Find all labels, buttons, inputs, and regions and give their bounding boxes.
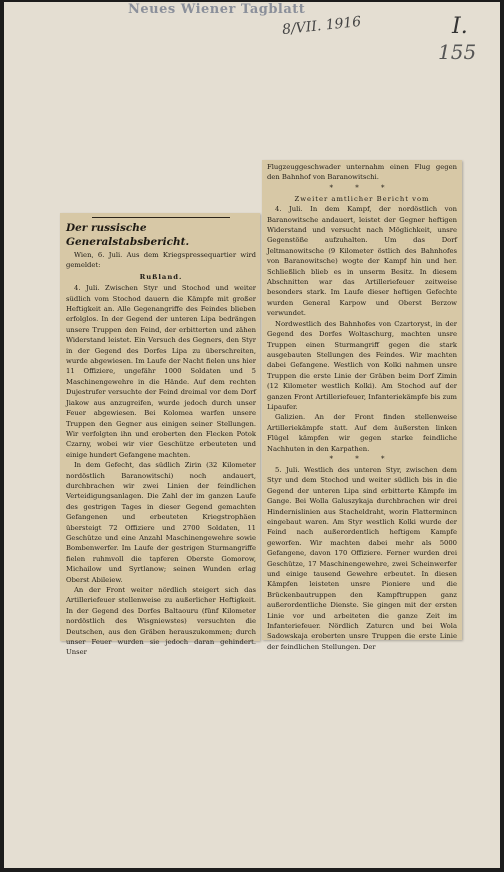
handwritten-date: 8/VII. 1916 bbox=[281, 13, 362, 39]
separator-stars: * * * bbox=[329, 183, 395, 192]
dateline: Wien, 6. Juli. Aus dem Kriegspressequartier wird gemeldet: bbox=[66, 251, 256, 270]
left-clipping bbox=[60, 213, 260, 657]
handwritten-sheet-numeral: I. bbox=[452, 14, 468, 39]
second-report-title: Zweiter amtlicher Bericht vom bbox=[294, 194, 430, 203]
article-headline: Der russische Generalstabsbericht. bbox=[66, 222, 190, 248]
right-final-paragraph: 5. Juli. Westlich des unteren Styr, zwischen dem Styr und dem Stochod und weiter südlich bis in die Gegend der unteren Lipa sind erbitterte Kämpfe im Gange. Bei Wolla Galuszykaja durchbrachen wir drei Hindernislinien aus Stacheldraht, worin Flattermincn eingebaut waren. Am Styr westlich Kolki wurde der Feind nach außerordentlich heftigem Kampfe geworfen. Wir machten dabei mehr als 5000 Gefangene, davon 170 Offiziere. Ferner wurden drei Geschütze, 17 Maschinengewehre, zwei Scheinwerfer und einige tausend Gewehre erbeutet. In diesen Kämpfen leisteten unsre Pioniere und die Brückenbautruppen den Kampftruppen ganz außerordentliche Dienste. Sie gingen mit der ersten Linie vor und arbeiteten die ganze Zeit im Infanteriefeuer. Nördlich Zaturcn und bei Wola Sadowskaja eroberten unsre Truppen die erste Linie der feindlichen Stellungen. Der bbox=[267, 465, 457, 651]
separator-stars-2: * * * bbox=[329, 454, 395, 463]
continuation-text: Flugzeuggeschwader unternahm einen Flug gegen den Bahnhof von Baranowitschi. bbox=[267, 163, 457, 182]
right-paragraph-1: 4. Juli. In dem Kampf, der nordöstlich von Baranowitsche andauert, leistet der Gegner heftigen Widerstand und versucht nach Möglichkeit, unsre Gegenstöße aufzuhalten. Um das Dorf Jeltmanowitsche (9 Kilometer östlich des Bahnhofes von Baranowitsche) wogte der Kampf hin und her. Schließlich blieb es in unserm Besitz. In diesem Abschnitten war das Artilleriefeuer zeitweise besonders stark. Im Laufe dieser heftigen Gefechte wurden General Karpow und Oberst Berzow verwundet. bbox=[267, 205, 457, 318]
right-paragraph-3: Galizien. An der Front finden stellenweise Artilleriekämpfe statt. Auf dem äußersten linken Flügel kämpfen wir gegen starke feindliche Nachhuten in den Karpathen. bbox=[267, 413, 457, 453]
top-rule bbox=[92, 217, 230, 218]
left-paragraph-2: In dem Gefecht, das südlich Zirin (32 Kilometer nordöstlich Baranowitschi) noch andauert, durchbrachen wir zwei Linien der feindlichen Verteidigungsanlagen. Die Zahl der im ganzen Laufe des gestrigen Tages in dieser Gegend gemachten Gefangenen und erbeuteten Kriegstrophäen übersteigt 72 Offiziere und 2700 Soldaten, 11 Geschütze und eine Anzahl Maschinengewehre sowie Bombenwerfer. Im Laufe der gestrigen Sturmangriffe fielen ruhmvoll die tapferen Oberste Gomorow, Michailow und Syrtlanow; seinen Wunden erlag Oberst Abileiew. bbox=[66, 461, 256, 584]
section-heading: Rußland. bbox=[139, 272, 183, 281]
right-clipping bbox=[262, 160, 462, 651]
newspaper-name-stamp: Neues Wiener Tagblatt bbox=[128, 2, 306, 17]
left-paragraph-3: An der Front weiter nördlich steigert sich das Artilleriefeuer stellenweise zu außerlicher Heftigkeit. In der Gegend des Dorfes Baltaouru (fünf Kilometer nordöstlich des Wisgniewstes) versuchten die Deutschen, aus den Gräben herauszukommen; durch unser Feuer wurden sie jedoch daran gehindert. Unser bbox=[66, 586, 256, 657]
handwritten-page-number: 155 bbox=[438, 40, 477, 64]
right-paragraph-2: Nordwestlich des Bahnhofes von Czartoryst, in der Gegend des Dorfes Woltaschurg, machten unsre Truppen einen Sturmangriff gegen die stark ausgebauten Stellungen des Feindes. Wir machten dabei Gefangene. Westlich von Kolki nahmen unsre Truppen die erste Linie der Gräben beim Dorf Zimin (12 Kilometer westlich Kolki). Am Stochod auf der ganzen Front Artilleriefeuer, Infanteriekämpfe bis zum Lipaufer. bbox=[267, 319, 457, 411]
left-paragraph-1: 4. Juli. Zwischen Styr und Stochod und weiter südlich vom Stochod dauern die Kämpfe mit großer Heftigkeit an. Alle Gegenangriffe des Feindes blieben erfolglos. In der Gegend der unteren Lipa bedrängen unsere Truppen den Feind, der erbitterten und zähen Widerstand leistet. Ein Versuch des Gegners, den Styr in der Gegend des Dorfes Lipa zu überschreiten, wurde abgewiesen. Im Laufe der Nacht fielen uns hier 11 Offiziere, ungefähr 1000 Soldaten und 5 Maschinengewehre in die Hände. Auf dem rechten Dujestrufer versuchte der Feind dreimal vor dem Dorf Jiakow aus anzugreifen, wurde jedoch durch unser Feuer abgewiesen. Bei Kolomea warfen unsere Truppen den Gegner aus einigen seiner Stellungen. Wir verfolgten ihn und eroberten den Flecken Potok Czarny, wobei wir vier Geschütze erbeuteten und einige hundert Gefangene machten. bbox=[66, 284, 256, 459]
